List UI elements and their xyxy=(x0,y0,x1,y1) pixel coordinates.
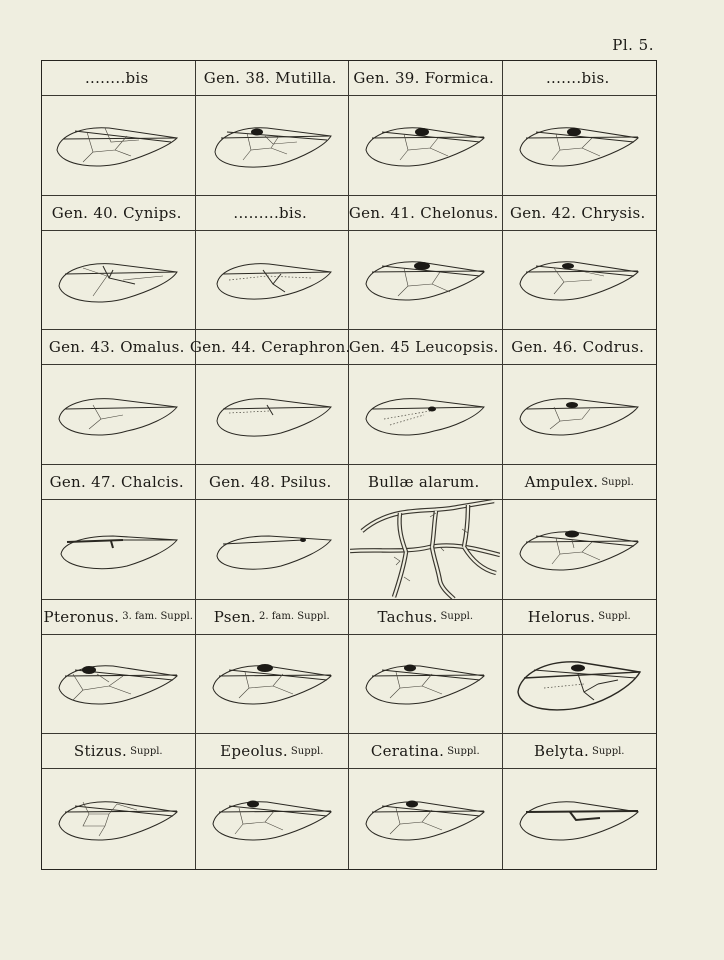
cell-caption xyxy=(42,196,195,231)
genus-label: Gen. 48. Psilus. xyxy=(208,473,332,491)
genus-label: Gen. 38. Mutilla. xyxy=(203,69,337,87)
genus-label: Pteronus. xyxy=(43,607,120,626)
wing-figure xyxy=(42,230,195,330)
genus-label: Gen. 45 Leucopsis. xyxy=(348,338,499,357)
wing-illustration xyxy=(207,644,337,722)
wing-figure xyxy=(196,95,349,195)
bulla-detail-illustration xyxy=(350,499,500,599)
genus-label: Gen. 42. Chrysis. xyxy=(509,203,646,222)
wing-figure xyxy=(196,499,349,599)
cell-caption xyxy=(189,330,351,365)
plate-cell-12 xyxy=(503,330,657,465)
genus-label: Ceratina. xyxy=(370,742,445,761)
cell-caption xyxy=(196,196,349,231)
wing-figure xyxy=(349,768,502,869)
suppl-note: Suppl. xyxy=(601,476,634,488)
plate-cell-8 xyxy=(503,196,657,331)
plate-cell-19 xyxy=(349,600,503,735)
wing-figure xyxy=(349,230,502,330)
plate-cell-4 xyxy=(503,61,657,196)
wing-illustration xyxy=(360,644,490,722)
genus-label: .......bis. xyxy=(545,69,610,87)
wing-figure xyxy=(349,499,502,599)
cell-caption xyxy=(196,465,349,500)
suppl-note: Suppl. xyxy=(447,745,480,757)
plate-cell-11 xyxy=(349,330,503,465)
plate-cell-7 xyxy=(349,196,503,331)
wing-illustration xyxy=(53,106,183,184)
cell-caption xyxy=(503,196,657,231)
plate-cell-15 xyxy=(349,465,503,600)
genus-label: Ampulex. xyxy=(524,473,599,491)
genus-label: Tachus. xyxy=(377,607,438,626)
wing-illustration xyxy=(207,106,337,184)
plate-cell-9 xyxy=(42,330,196,465)
suppl-note: Suppl. xyxy=(290,745,324,757)
plate-cell-24 xyxy=(503,734,657,869)
wing-illustration xyxy=(360,240,490,318)
wing-illustration xyxy=(360,780,490,858)
wing-illustration xyxy=(207,510,337,588)
wing-figure xyxy=(42,364,195,464)
wing-figure xyxy=(503,768,657,869)
plate-cell-1 xyxy=(42,61,196,196)
cell-caption xyxy=(503,61,657,96)
cell-caption xyxy=(42,330,195,365)
genus-label: Gen. 40. Cynips. xyxy=(51,203,182,222)
suppl-note: Suppl. xyxy=(598,611,631,623)
suppl-note: Suppl. xyxy=(592,745,625,757)
wing-illustration xyxy=(53,644,183,722)
genus-label: Gen. 43. Omalus. xyxy=(48,338,185,357)
cell-caption xyxy=(42,465,195,500)
cell-caption xyxy=(349,61,502,96)
wing-illustration xyxy=(207,375,337,453)
wing-figure xyxy=(503,634,657,734)
cell-caption xyxy=(42,734,195,769)
cell-caption xyxy=(349,465,502,500)
wing-figure xyxy=(42,499,195,599)
cell-caption xyxy=(349,330,502,365)
plate-cell-2 xyxy=(196,61,350,196)
cell-caption xyxy=(503,600,657,635)
plate-cell-23 xyxy=(349,734,503,869)
wing-figure xyxy=(196,364,349,464)
wing-figure xyxy=(503,499,657,599)
genus-label: Gen. 39. Formica. xyxy=(353,69,495,87)
plate-cell-14 xyxy=(196,465,350,600)
wing-figure xyxy=(196,634,349,734)
wing-figure xyxy=(42,95,195,195)
suppl-note: 2. fam. Suppl. xyxy=(259,611,330,623)
genus-label: Gen. 44. Ceraphron. xyxy=(189,338,351,357)
wing-figure xyxy=(42,768,195,869)
wing-illustration xyxy=(53,510,183,588)
plate-cell-18 xyxy=(196,600,350,735)
wing-figure xyxy=(196,768,349,869)
wing-illustration xyxy=(53,375,183,453)
cell-caption xyxy=(196,61,349,96)
wing-illustration xyxy=(207,780,337,858)
genus-label: Gen. 46. Codrus. xyxy=(511,338,645,357)
suppl-note: 3. fam. Suppl. xyxy=(122,611,193,623)
plate-cell-10 xyxy=(189,330,351,465)
wing-illustration xyxy=(53,780,183,858)
plate-cell-6 xyxy=(196,196,350,331)
genus-label: Bullæ alarum. xyxy=(367,473,480,491)
wing-plate xyxy=(41,60,657,870)
cell-caption xyxy=(42,61,195,96)
genus-label: Gen. 41. Chelonus. xyxy=(348,203,499,222)
plate-cell-21 xyxy=(42,734,196,869)
wing-illustration xyxy=(514,375,644,453)
plate-cell-3 xyxy=(349,61,503,196)
wing-illustration xyxy=(360,375,490,453)
genus-label: Psen. xyxy=(213,607,256,626)
wing-illustration xyxy=(514,510,644,588)
wing-illustration xyxy=(53,240,183,318)
wing-illustration xyxy=(514,106,644,184)
wing-illustration xyxy=(514,644,644,722)
suppl-note: Suppl. xyxy=(440,611,474,623)
plate-cell-20 xyxy=(503,600,657,735)
wing-figure xyxy=(349,95,502,195)
cell-caption xyxy=(503,734,657,769)
wing-figure xyxy=(503,95,657,195)
cell-caption xyxy=(503,330,657,365)
genus-label: Epeolus. xyxy=(220,742,288,761)
suppl-note: Suppl. xyxy=(130,745,163,757)
plate-cell-16 xyxy=(503,465,657,600)
wing-illustration xyxy=(207,240,337,318)
cell-caption xyxy=(349,196,502,231)
wing-figure xyxy=(196,230,349,330)
cell-caption xyxy=(503,465,657,500)
cell-caption xyxy=(42,600,195,635)
genus-label: ........bis xyxy=(84,69,149,87)
wing-figure xyxy=(349,634,502,734)
plate-cell-17 xyxy=(42,600,196,735)
genus-label: Belyta. xyxy=(534,742,590,761)
wing-illustration xyxy=(514,240,644,318)
plate-cell-13 xyxy=(42,465,196,600)
cell-caption xyxy=(196,600,349,635)
genus-label: .........bis. xyxy=(233,203,308,222)
plate-cell-5 xyxy=(42,196,196,331)
wing-figure xyxy=(42,634,195,734)
wing-illustration xyxy=(360,106,490,184)
genus-label: Helorus. xyxy=(527,607,596,626)
wing-illustration xyxy=(514,780,644,858)
cell-caption xyxy=(196,734,349,769)
genus-label: Gen. 47. Chalcis. xyxy=(49,473,184,491)
cell-caption xyxy=(349,734,502,769)
plate-number: Pl. 5. xyxy=(612,36,654,54)
wing-figure xyxy=(503,230,657,330)
wing-figure xyxy=(503,364,657,464)
genus-label: Stizus. xyxy=(73,742,128,761)
wing-figure xyxy=(349,364,502,464)
plate-cell-22 xyxy=(196,734,350,869)
cell-caption xyxy=(349,600,502,635)
